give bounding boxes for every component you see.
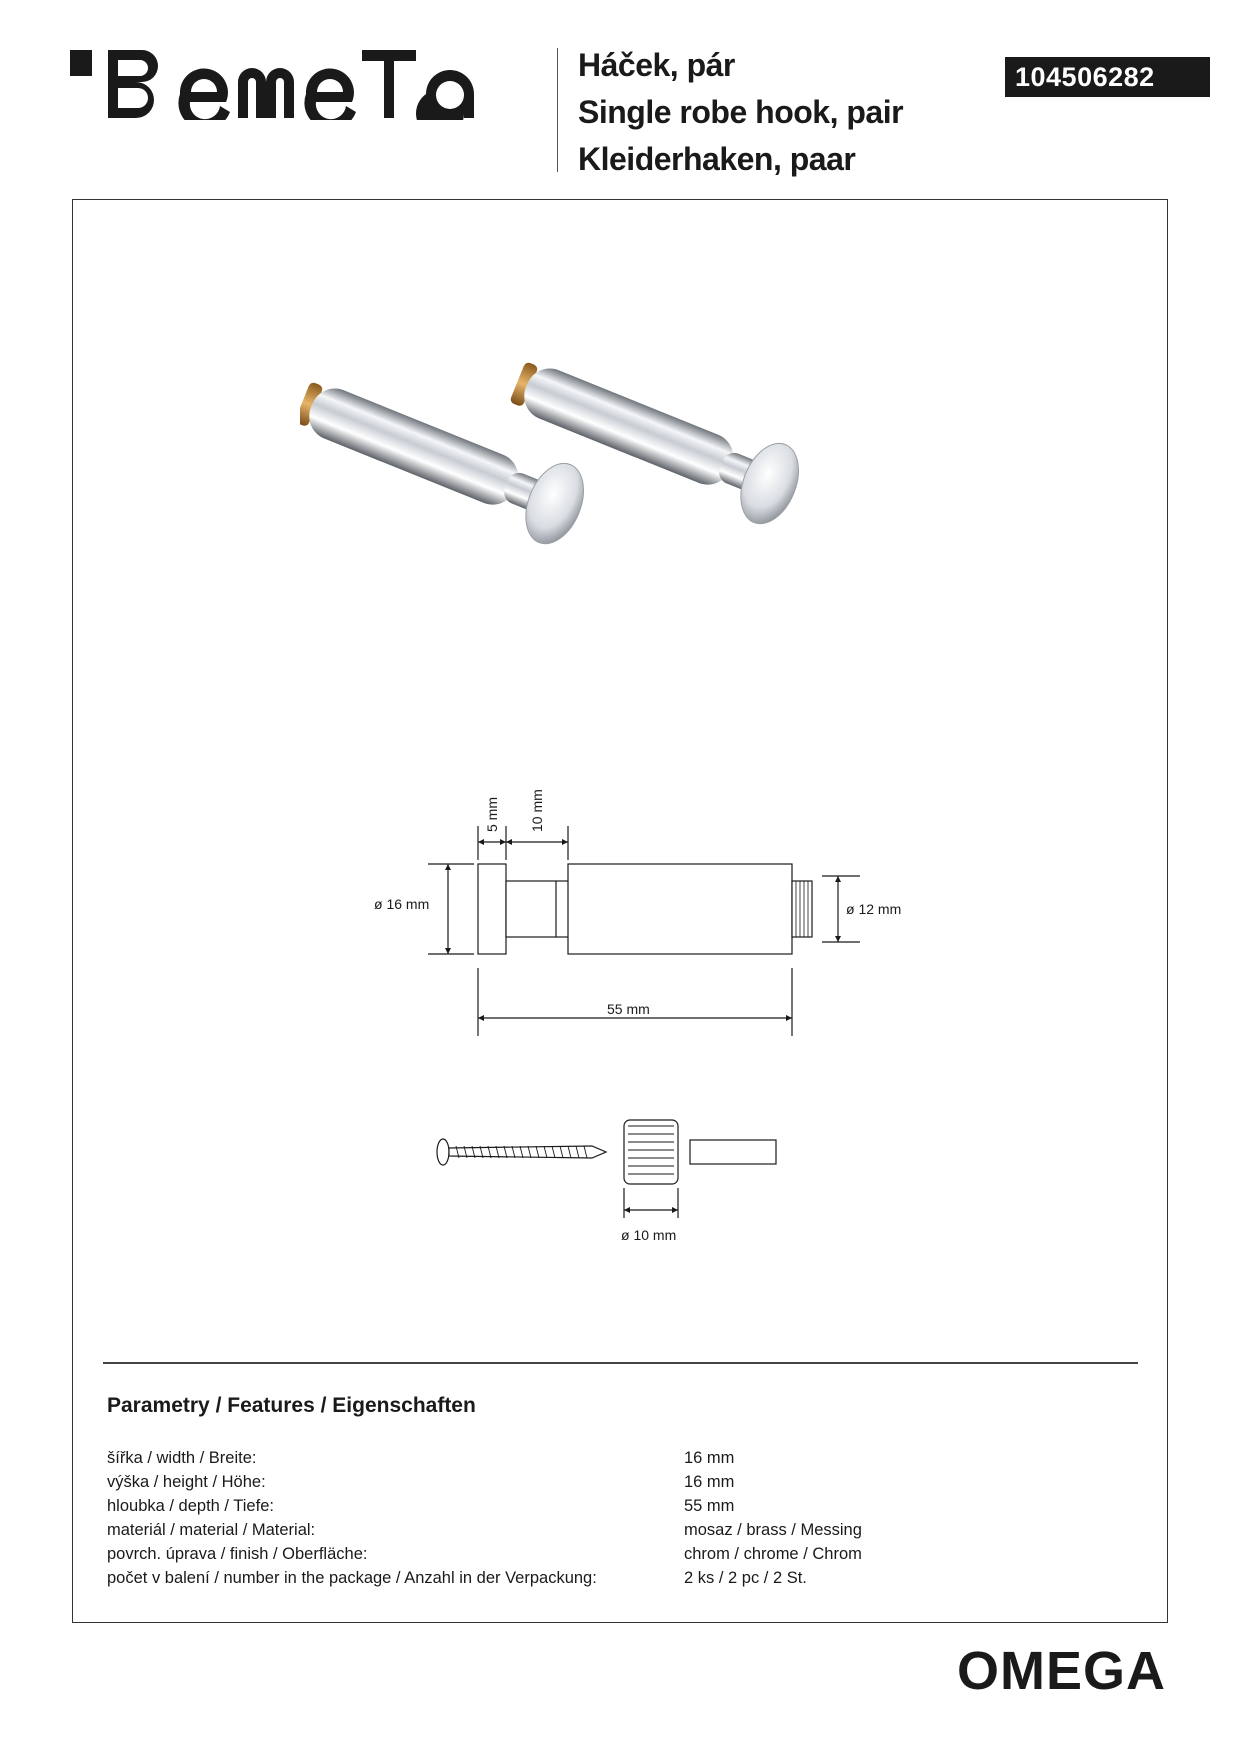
title-czech: Háček, pár — [578, 47, 735, 83]
features-table — [107, 1446, 1007, 1590]
dim-dowel-diameter: ø 10 mm — [621, 1227, 677, 1243]
header-separator — [557, 48, 558, 172]
spec-value: 2 ks / 2 pc / 2 St. — [684, 1569, 807, 1587]
brand-logo — [70, 48, 490, 120]
spec-row-package — [107, 1566, 1007, 1590]
spec-label: šířka / width / Breite: — [107, 1449, 257, 1467]
spec-label: povrch. úprava / finish / Oberfläche: — [107, 1545, 368, 1563]
dim-thread-diameter: ø 12 mm — [846, 901, 902, 917]
technical-drawing — [360, 770, 920, 1270]
dim-total-length: 55 mm — [607, 1001, 650, 1017]
features-title: Parametry / Features / Eigenschaften — [107, 1394, 476, 1417]
spec-label: výška / height / Höhe: — [107, 1473, 266, 1491]
product-code: 104506282 — [1005, 57, 1210, 97]
dim-head-diameter: ø 16 mm — [374, 896, 430, 912]
spec-value: mosaz / brass / Messing — [684, 1521, 862, 1539]
title-english: Single robe hook, pair — [578, 94, 904, 130]
spec-value: 16 mm — [684, 1449, 735, 1467]
dim-neck-width: 10 mm — [529, 789, 545, 832]
spec-value: chrom / chrome / Chrom — [684, 1545, 862, 1563]
spec-row-depth — [107, 1494, 1007, 1518]
spec-label: počet v balení / number in the package / Anzahl in der Verpackung: — [107, 1569, 597, 1587]
spec-label: hloubka / depth / Tiefe: — [107, 1497, 274, 1515]
title-german: Kleiderhaken, paar — [578, 141, 856, 177]
series-name: OMEGA — [956, 1641, 1166, 1701]
product-titles — [578, 42, 903, 183]
spec-value: 16 mm — [684, 1473, 735, 1491]
dim-head-width: 5 mm — [484, 797, 500, 832]
spec-row-material — [107, 1518, 1007, 1542]
spec-row-finish — [107, 1542, 1007, 1566]
spec-label: materiál / material / Material: — [107, 1521, 316, 1539]
section-divider — [103, 1362, 1138, 1364]
spec-value: 55 mm — [684, 1497, 735, 1515]
product-photo — [300, 345, 900, 585]
spec-row-height — [107, 1470, 1007, 1494]
spec-row-width — [107, 1446, 1007, 1470]
